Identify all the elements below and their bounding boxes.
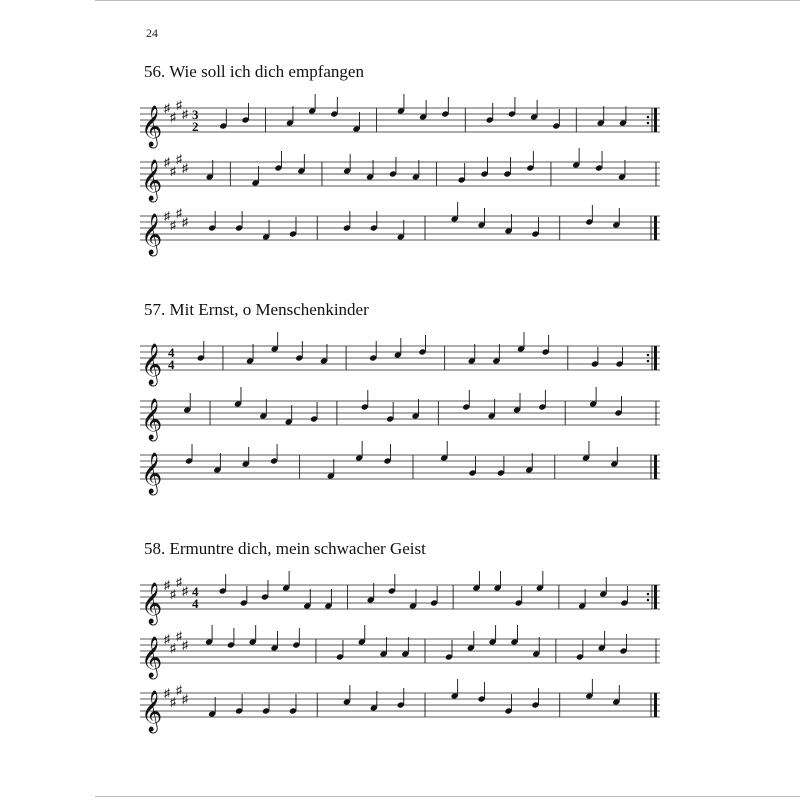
key-sharp: ♯	[176, 98, 182, 112]
time-signature-bottom: 4	[192, 596, 199, 611]
key-sharp: ♯	[170, 587, 176, 601]
key-sharp: ♯	[182, 692, 188, 706]
key-sharp: ♯	[182, 638, 188, 652]
key-sharp: ♯	[164, 101, 170, 115]
repeat-dot	[647, 360, 650, 363]
song-title-56: 56. Wie soll ich dich empfangen	[144, 62, 364, 81]
music-staff	[140, 96, 670, 147]
song-title-58: 58. Ermuntre dich, mein schwacher Geist	[144, 539, 426, 558]
bar-line-thick	[654, 108, 657, 132]
bottom-rule	[95, 796, 800, 797]
bar-line-thick	[654, 216, 657, 240]
key-sharp: ♯	[170, 110, 176, 124]
key-sharp: ♯	[164, 632, 170, 646]
repeat-dot	[647, 599, 650, 602]
music-staff	[140, 627, 670, 678]
music-staff	[140, 150, 670, 201]
key-sharp: ♯	[182, 107, 188, 121]
repeat-dot	[647, 354, 650, 357]
treble-clef: 𝄞	[141, 637, 163, 678]
treble-clef: 𝄞	[141, 453, 163, 494]
treble-clef: 𝄞	[141, 344, 163, 385]
key-sharp: ♯	[164, 155, 170, 169]
treble-clef: 𝄞	[141, 106, 163, 147]
repeat-dot	[647, 116, 650, 119]
music-staff	[140, 443, 670, 494]
repeat-dot	[647, 122, 650, 125]
music-staff	[140, 573, 670, 624]
bar-line-thick	[654, 346, 657, 370]
page-number: 24	[146, 26, 158, 40]
treble-clef: 𝄞	[141, 583, 163, 624]
key-sharp: ♯	[176, 629, 182, 643]
key-sharp: ♯	[164, 578, 170, 592]
key-sharp: ♯	[170, 641, 176, 655]
treble-clef: 𝄞	[141, 214, 163, 255]
repeat-dot	[647, 593, 650, 596]
key-sharp: ♯	[182, 161, 188, 175]
treble-clef: 𝄞	[141, 399, 163, 440]
music-staff	[140, 681, 670, 732]
key-sharp: ♯	[164, 686, 170, 700]
top-rule	[95, 0, 800, 1]
key-sharp: ♯	[176, 152, 182, 166]
time-signature-top: 4	[192, 584, 199, 599]
song-title-57: 57. Mit Ernst, o Menschenkinder	[144, 300, 369, 319]
music-staff	[140, 389, 670, 440]
bar-line-thick	[654, 585, 657, 609]
key-sharp: ♯	[170, 164, 176, 178]
treble-clef: 𝄞	[141, 160, 163, 201]
key-sharp: ♯	[176, 683, 182, 697]
key-sharp: ♯	[170, 218, 176, 232]
key-sharp: ♯	[182, 215, 188, 229]
time-signature-bottom: 4	[168, 357, 175, 372]
key-sharp: ♯	[170, 695, 176, 709]
treble-clef: 𝄞	[141, 691, 163, 732]
bar-line-thick	[654, 455, 657, 479]
bar-line-thick	[654, 693, 657, 717]
time-signature-bottom: 2	[192, 119, 199, 134]
key-sharp: ♯	[182, 584, 188, 598]
music-staff	[140, 204, 670, 255]
time-signature-top: 4	[168, 345, 175, 360]
music-staff	[140, 334, 670, 385]
key-sharp: ♯	[176, 575, 182, 589]
key-sharp: ♯	[164, 209, 170, 223]
key-sharp: ♯	[176, 206, 182, 220]
time-signature-top: 3	[192, 107, 199, 122]
